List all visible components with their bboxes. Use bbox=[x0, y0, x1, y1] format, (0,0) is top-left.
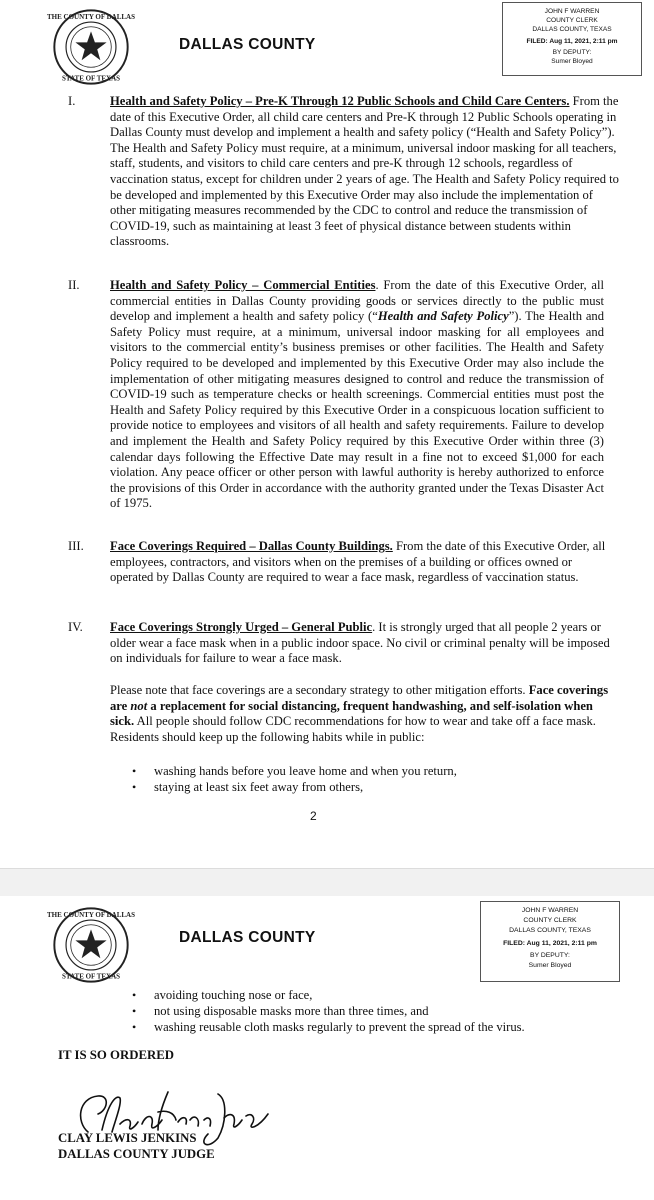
section-body: From the date of this Executive Order, all child care centers and Pre-K through 12 Public Schools operating in Dallas County must develop and implement a health and safety policy (“Health and Safety Policy”). The Health and Safety Policy must require, at a minimum, universal indoor masking for all teachers, staff, students, and visitors to child care centers and pre-K through 12 schools, regardless of vaccination status, except for children under 2 years of age. The Health and Safety Policy required to be developed and implemented by this Executive Order may also include the implementation of other mitigating measures recommended by the CDC to control and reduce the transmission of COVID-19, such as maintaining at least 3 feet of physical distance between students within classrooms. bbox=[110, 94, 619, 249]
section-heading: Face Coverings Strongly Urged – General Public bbox=[110, 620, 373, 634]
deputy-label: BY DEPUTY: bbox=[530, 952, 570, 959]
clerk-place: DALLAS COUNTY, TEXAS bbox=[509, 927, 591, 934]
order-statement: IT IS SO ORDERED bbox=[58, 1048, 175, 1062]
judge-name: CLAY LEWIS JENKINS bbox=[58, 1131, 197, 1145]
bullet-icon: • bbox=[132, 988, 137, 1002]
filing-stamp bbox=[502, 2, 642, 76]
section-numeral: I. bbox=[68, 94, 76, 108]
county-seal-icon bbox=[47, 906, 135, 984]
note-bold-2: a replacement for social distancing, frequent handwashing, and self-isolation when sick. bbox=[110, 698, 593, 729]
section-numeral: IV. bbox=[68, 620, 83, 634]
judge-title: DALLAS COUNTY JUDGE bbox=[58, 1146, 215, 1161]
bullet-icon: • bbox=[132, 1004, 137, 1018]
section-body-a: . From the date of this Executive Order, all commercial entities in Dallas County providing goods or services directly to the public must develop and implement a health and safety policy (“ bbox=[110, 278, 605, 324]
judge-signature-block bbox=[58, 1131, 215, 1162]
filed-date: FILED: Aug 11, 2021, 2:11 pm bbox=[503, 940, 597, 947]
section-numeral: II. bbox=[68, 278, 80, 292]
page-number: 2 bbox=[310, 809, 317, 823]
county-title: DALLAS COUNTY bbox=[179, 36, 316, 53]
bullet-icon: • bbox=[132, 1020, 137, 1034]
clerk-name: JOHN F WARREN bbox=[521, 907, 579, 914]
bullet-text: not using disposable masks more than three times, and bbox=[154, 1004, 429, 1018]
section-body: . It is strongly urged that all people 2 years or older wear a face mask when in a public indoor space. No civil or criminal penalty will be imposed on individuals for failure to wear a face mask. bbox=[110, 620, 610, 666]
section-text bbox=[110, 539, 608, 586]
county-title: DALLAS COUNTY bbox=[179, 929, 316, 946]
section-text bbox=[110, 620, 610, 667]
section-heading: Health and Safety Policy – Pre-K Through 12 Public Schools and Child Care Centers. bbox=[110, 94, 570, 108]
note-bold-1: Face coverings are bbox=[110, 683, 609, 713]
svg-text:STATE OF TEXAS: STATE OF TEXAS bbox=[61, 74, 121, 83]
note-bold-italic: not bbox=[130, 698, 148, 713]
clerk-office: COUNTY CLERK bbox=[546, 17, 598, 24]
svg-text:THE COUNTY OF DALLAS: THE COUNTY OF DALLAS bbox=[47, 910, 135, 919]
note-text-c: All people should follow CDC recommendations for how to wear and take off a face mask. Residents should keep up the following habits while in public: bbox=[110, 714, 596, 744]
filed-date: FILED: Aug 11, 2021, 2:11 pm bbox=[526, 38, 618, 45]
section-heading: Health and Safety Policy – Commercial Entities bbox=[110, 278, 376, 292]
county-seal-icon bbox=[47, 8, 135, 86]
document-page-2 bbox=[0, 896, 654, 1200]
bullet-text: washing reusable cloth masks regularly to prevent the spread of the virus. bbox=[154, 1020, 525, 1034]
section-body: From the date of this Executive Order, all employees, contractors, and visitors when on the premises of a building or offices owned or operated by Dallas County are required to wear a face mask, regardless of vaccination status. bbox=[110, 539, 606, 585]
section-numeral: III. bbox=[68, 539, 84, 553]
bullet-icon: • bbox=[132, 780, 137, 794]
svg-text:THE COUNTY OF DALLAS: THE COUNTY OF DALLAS bbox=[47, 12, 135, 21]
section-text bbox=[110, 278, 604, 512]
deputy-name: Sumer Bloyed bbox=[551, 58, 593, 65]
bullet-icon: • bbox=[132, 764, 137, 778]
filing-stamp bbox=[480, 901, 620, 982]
clerk-office: COUNTY CLERK bbox=[523, 917, 577, 924]
section-text bbox=[110, 94, 620, 250]
clerk-place: DALLAS COUNTY, TEXAS bbox=[532, 26, 612, 33]
mitigation-note bbox=[110, 683, 610, 745]
bullet-text: washing hands before you leave home and when you return, bbox=[154, 764, 457, 778]
section-body-b: ”). The Health and Safety Policy must require, at a minimum, universal indoor masking for all employees and visitors to the commercial entity’s business premises or other facilities. The Health and Safety Policy required to be developed and implemented by this Executive Order may also include the implementation of other mitigating measures designed to control and reduce the transmission of COVID-19 such as temperature checks or health screenings. Commercial entities must post the Health and Safety Policy required by this Executive Order in a conspicuous location sufficient to provide notice to employees and visitors of all health and safety requirements. Failure to develop and implement the Health and Safety Policy required by this Executive Order within three (3) calendar days following the Effective Date may result in a fine not to exceed $1,000 for each violation. Any peace officer or other person with lawful authority is hereby authorized to enforce the provisions of this Order in accordance with the authority granted under the Texas Disaster Act of 1975. bbox=[110, 309, 604, 511]
section-heading: Face Coverings Required – Dallas County Buildings. bbox=[110, 539, 393, 553]
note-text-a: Please note that face coverings are a secondary strategy to other mitigation efforts. bbox=[110, 683, 529, 697]
deputy-name: Sumer Bloyed bbox=[528, 962, 572, 969]
bullet-text: avoiding touching nose or face, bbox=[154, 988, 313, 1002]
clerk-name: JOHN F WARREN bbox=[544, 8, 600, 15]
page-separator bbox=[0, 868, 654, 898]
bullet-text: staying at least six feet away from others, bbox=[154, 780, 364, 794]
svg-text:STATE OF TEXAS: STATE OF TEXAS bbox=[61, 972, 121, 981]
deputy-label: BY DEPUTY: bbox=[552, 49, 592, 56]
section-emphasis: Health and Safety Policy bbox=[377, 309, 509, 324]
